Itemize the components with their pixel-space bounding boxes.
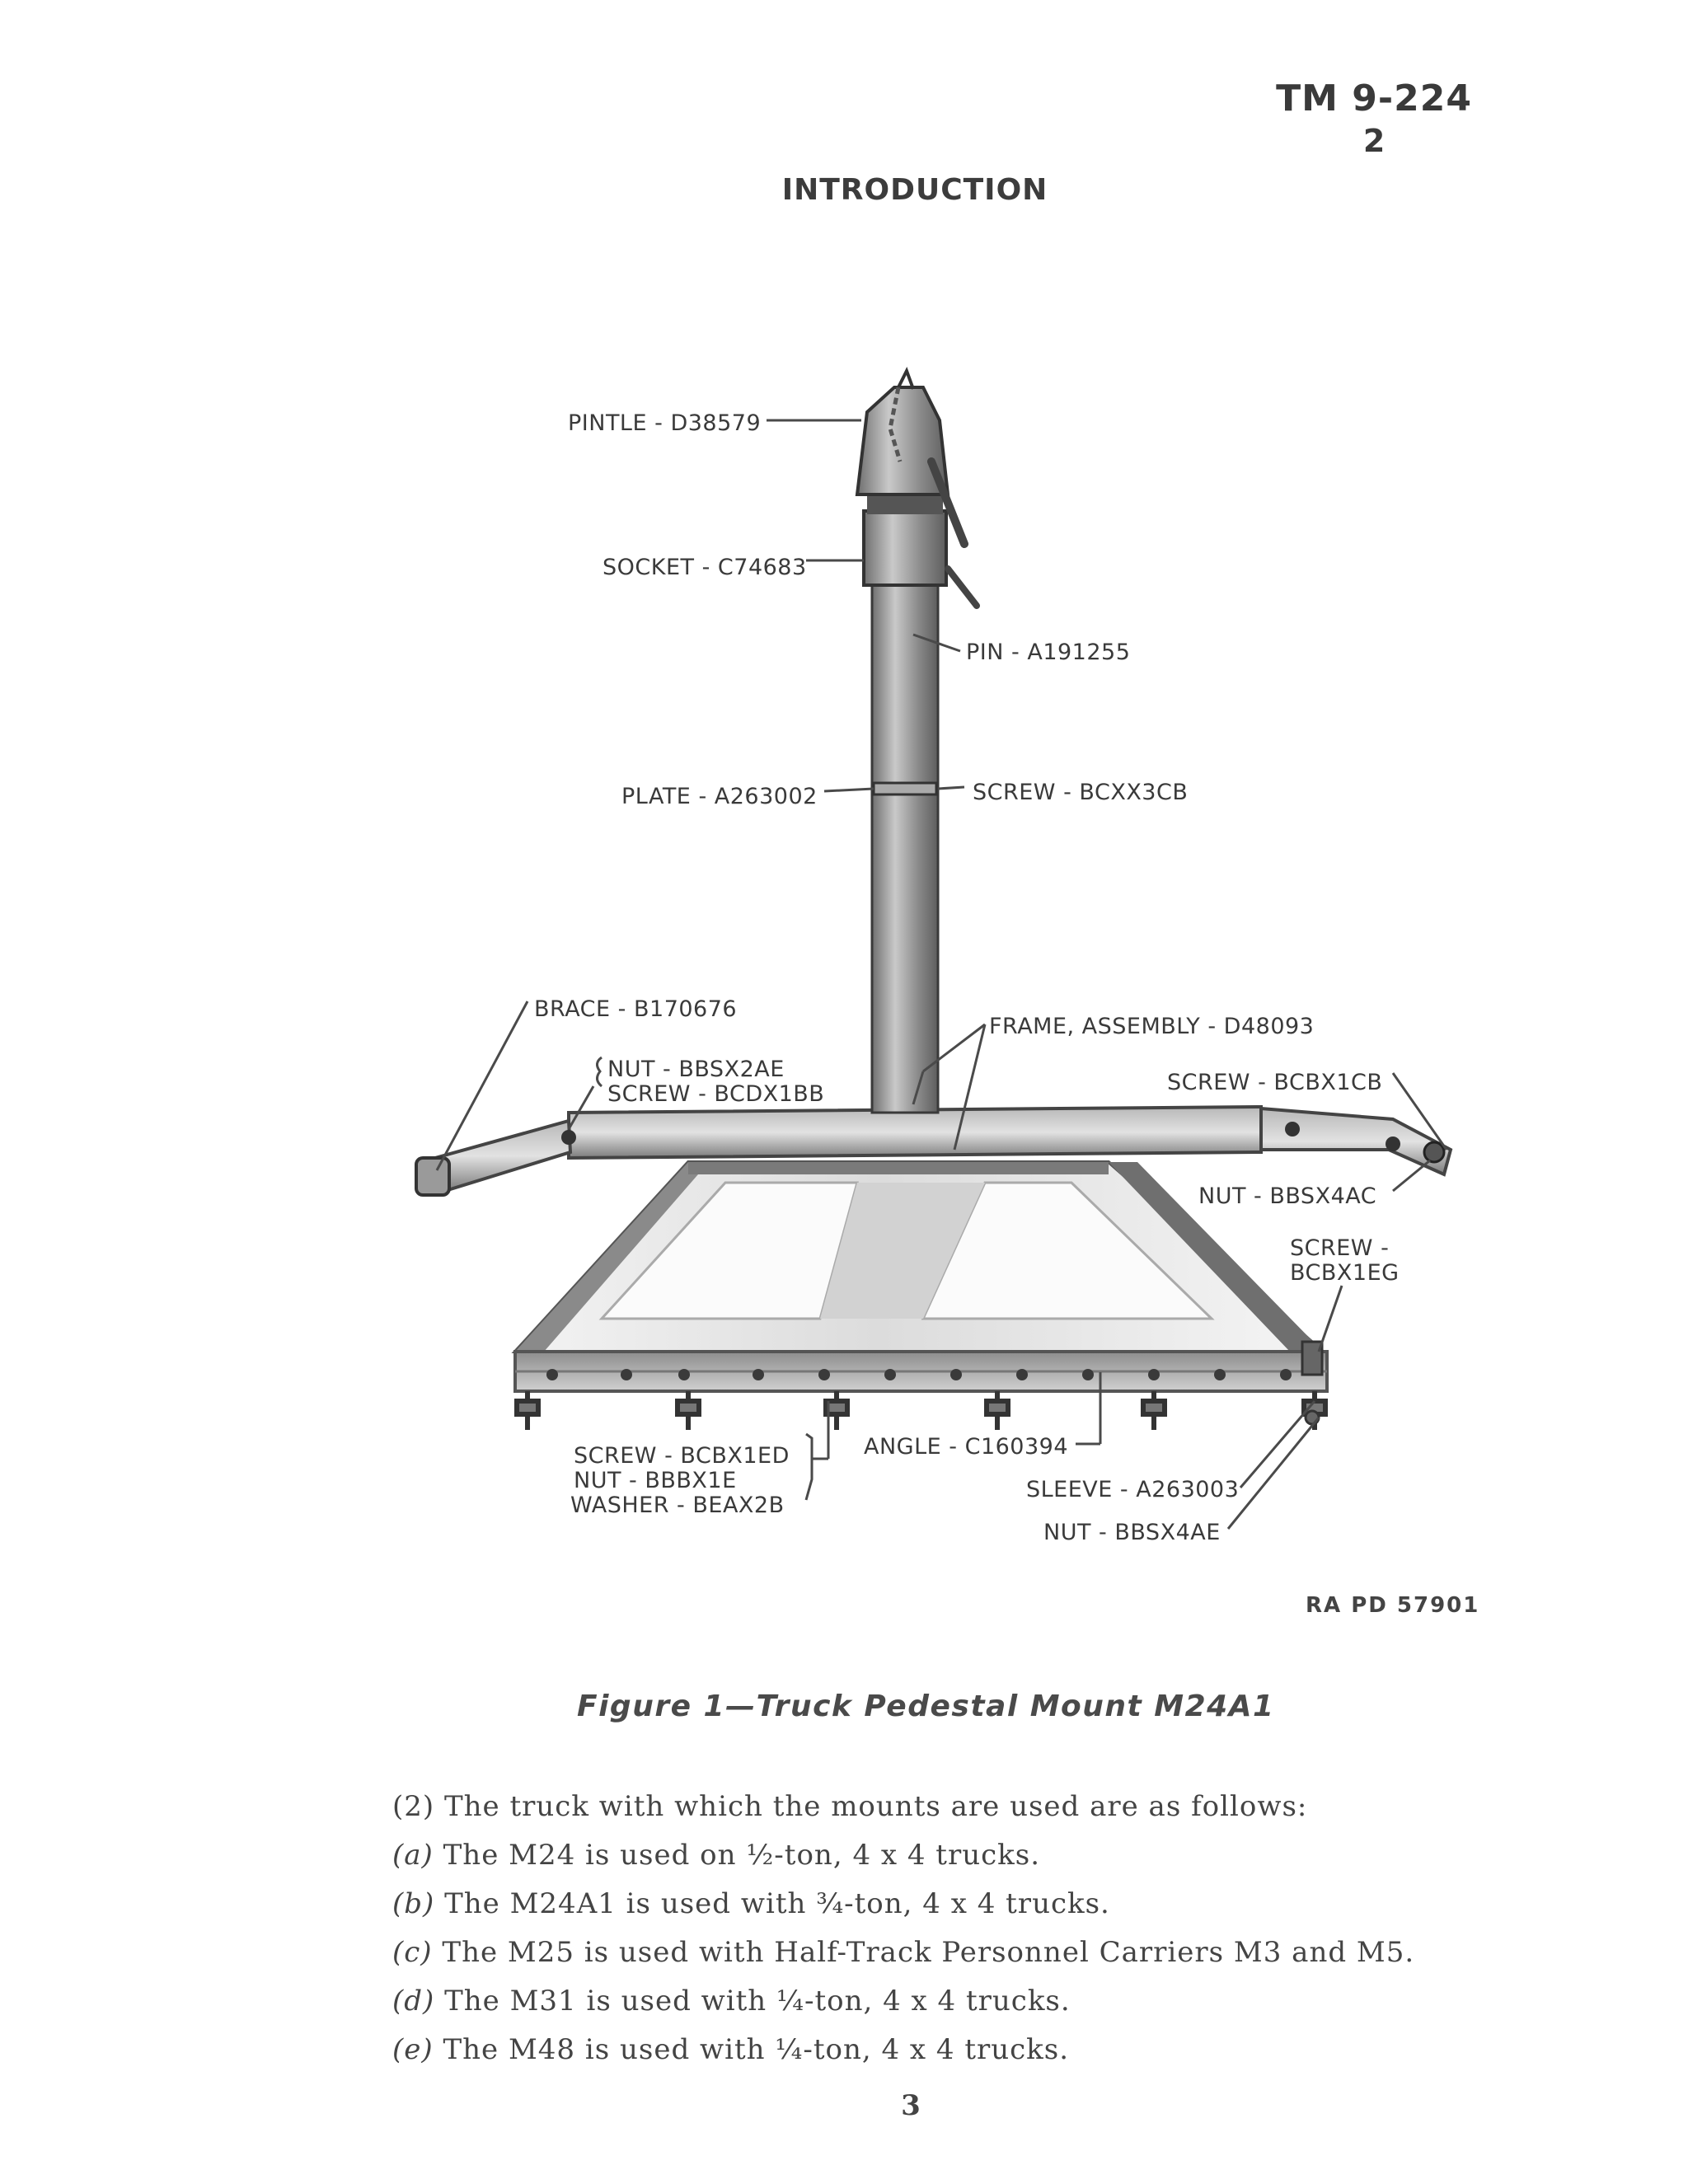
list-item-text: The M31 is used with ¼-ton, 4 x 4 trucks. bbox=[444, 1985, 1071, 2018]
pedestal-post bbox=[857, 371, 977, 1113]
tm-number: TM 9-224 bbox=[1276, 77, 1472, 120]
list-item-letter: (d) bbox=[392, 1985, 435, 2018]
label-socket: SOCKET - C74683 bbox=[603, 555, 807, 580]
label-screw-bcbx1ed: SCREW - BCBX1ED bbox=[574, 1443, 790, 1469]
list-item-letter: (e) bbox=[392, 2033, 434, 2066]
label-nut-bbbx1e: NUT - BBBX1E bbox=[574, 1468, 737, 1493]
label-screw-bcdx1bb: SCREW - BCDX1BB bbox=[607, 1081, 825, 1107]
list-item bbox=[392, 1839, 1579, 1887]
list-item-letter: (c) bbox=[392, 1936, 433, 1969]
label-nut-bbsx2ae: NUT - BBSX2AE bbox=[607, 1057, 785, 1082]
list-item bbox=[392, 1887, 1579, 1936]
label-frame-assembly: FRAME, ASSEMBLY - D48093 bbox=[989, 1014, 1315, 1039]
intro-paragraph: (2) The truck with which the mounts are used are as follows: bbox=[392, 1790, 1308, 1823]
page-number: 3 bbox=[901, 2089, 921, 2122]
list-item-text: The M24A1 is used with ¾-ton, 4 x 4 trucks. bbox=[444, 1887, 1110, 1920]
label-screw-bcbx1cb: SCREW - BCBX1CB bbox=[1167, 1070, 1383, 1095]
label-brace: BRACE - B170676 bbox=[534, 996, 738, 1022]
figure-reference-code: RA PD 57901 bbox=[1306, 1593, 1480, 1618]
label-washer-beax2b: WASHER - BEAX2B bbox=[570, 1493, 785, 1518]
label-screw-bcbx1eg-2: BCBX1EG bbox=[1290, 1260, 1400, 1286]
figure-caption: Figure 1—Truck Pedestal Mount M24A1 bbox=[577, 1690, 1275, 1723]
list-item bbox=[392, 1985, 1579, 2033]
label-nut-bbsx4ac: NUT - BBSX4AC bbox=[1198, 1183, 1377, 1209]
label-nut-bbsx4ae: NUT - BBSX4AE bbox=[1043, 1520, 1221, 1545]
list-item-text: The M24 is used on ½-ton, 4 x 4 trucks. bbox=[443, 1839, 1041, 1872]
section-title: INTRODUCTION bbox=[781, 173, 1048, 207]
label-screw-bcbx1eg-1: SCREW - bbox=[1290, 1235, 1390, 1261]
list-item bbox=[392, 1936, 1579, 1985]
label-pintle: PINTLE - D38579 bbox=[568, 410, 762, 436]
list-item-letter: (a) bbox=[392, 1839, 434, 1872]
label-plate: PLATE - A263002 bbox=[621, 784, 818, 809]
list-item-text: The M25 is used with Half-Track Personnel Carriers M3 and M5. bbox=[442, 1936, 1415, 1969]
list-item-letter: (b) bbox=[392, 1887, 435, 1920]
paragraph-number: 2 bbox=[1362, 123, 1386, 159]
label-sleeve: SLEEVE - A263003 bbox=[1026, 1477, 1240, 1502]
list-item-text: The M48 is used with ¼-ton, 4 x 4 trucks. bbox=[443, 2033, 1070, 2066]
body-text bbox=[392, 1790, 1579, 2082]
label-pin: PIN - A191255 bbox=[966, 640, 1131, 665]
list-item bbox=[392, 2033, 1579, 2082]
label-angle: ANGLE - C160394 bbox=[864, 1434, 1069, 1460]
label-screw-bcxx3cb: SCREW - BCXX3CB bbox=[973, 780, 1189, 805]
